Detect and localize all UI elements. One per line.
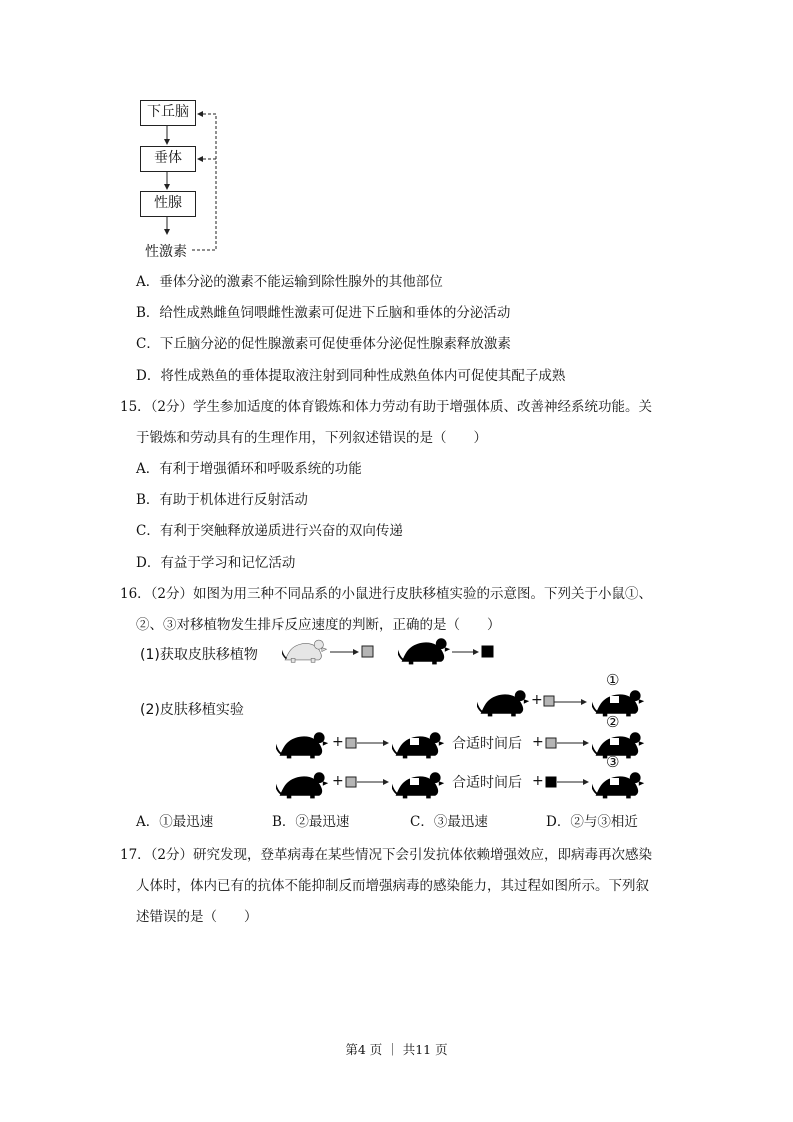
mouse-white-donor xyxy=(280,640,326,662)
q15-stem-line2: 于锻炼和劳动具有的生理作用，下列叙述错误的是（ ） xyxy=(136,430,487,446)
box-gonad: 性腺 xyxy=(140,191,196,217)
q15-option-b: B．有助于机体进行反射活动 xyxy=(136,492,308,508)
later-label-2: 合适时间后 xyxy=(452,736,522,752)
q16-stem-line2: ②、③对移植物发生排斥反应速度的判断，正确的是（ ） xyxy=(136,617,501,633)
q15-stem-line1: 15．（2分）学生参加适度的体育锻炼和体力劳动有助于增强体质、改善神经系统功能。关 xyxy=(120,399,653,415)
mouse-grafted-3 xyxy=(390,772,444,798)
q15-option-c: C．有利于突触释放递质进行兴奋的双向传递 xyxy=(136,523,403,539)
later-label-3: 合适时间后 xyxy=(452,775,522,791)
q14-option-a: A．垂体分泌的激素不能运输到除性腺外的其他部位 xyxy=(136,274,443,290)
q14-option-d: D．将性成熟鱼的垂体提取液注射到同种性成熟鱼体内可促使其配子成熟 xyxy=(136,368,566,384)
plus-r2b-2: + xyxy=(532,734,544,750)
plus-r2b-1: + xyxy=(332,734,344,750)
mouse-first-graft-2 xyxy=(274,732,328,758)
marker-1: ① xyxy=(606,671,620,689)
q15-option-a: A．有利于增强循环和呼吸系统的功能 xyxy=(136,461,362,477)
figure-label-experiment: (2)皮肤移植实验 xyxy=(140,702,244,718)
grey-graft-r2b-1 xyxy=(346,738,356,748)
box-pituitary: 垂体 xyxy=(140,146,196,172)
grey-graft-r2a xyxy=(544,696,554,706)
mouse-first-graft-3 xyxy=(274,772,328,798)
q16-option-c: C．③最迅速 xyxy=(410,814,488,830)
plus-r2c-1: + xyxy=(332,773,344,789)
black-graft-r1 xyxy=(482,646,493,657)
plus-r2c-2: + xyxy=(532,773,544,789)
grey-graft-r2b-2 xyxy=(546,738,556,748)
q15-option-d: D．有益于学习和记忆活动 xyxy=(136,555,296,571)
mouse-grafted-2 xyxy=(390,732,444,758)
q17-stem-line1: 17．（2分）研究发现，登革病毒在某些情况下会引发抗体依赖增强效应，即病毒再次感染 xyxy=(120,847,653,863)
q16-stem-line1: 16．（2分）如图为用三种不同品系的小鼠进行皮肤移植实验的示意图。下列关于小鼠①、 xyxy=(120,586,653,602)
q16-option-b: B．②最迅速 xyxy=(272,814,350,830)
q14-option-c: C．下丘脑分泌的促性腺激素可促使垂体分泌促性腺素释放激素 xyxy=(136,336,511,352)
q17-stem-line3: 述错误的是（ ） xyxy=(136,909,258,925)
page-footer: 第4 页 ｜ 共11 页 xyxy=(345,1042,448,1057)
q17-stem-line2: 人体时，体内已有的抗体不能抑制反而增强病毒的感染能力，其过程如图所示。下列叙 xyxy=(136,878,649,894)
marker-3: ③ xyxy=(606,753,620,771)
mouse-black-donor xyxy=(396,638,450,664)
black-graft-r2c-2 xyxy=(546,777,556,787)
grey-graft-r1 xyxy=(362,646,373,657)
plus-r2a: + xyxy=(531,692,543,708)
diagram1-arrows xyxy=(0,0,793,270)
q14-option-b: B．给性成熟雌鱼饲喂雌性激素可促进下丘脑和垂体的分泌活动 xyxy=(136,305,511,321)
q16-option-a: A．①最迅速 xyxy=(136,814,214,830)
box-hypothalamus: 下丘脑 xyxy=(140,100,196,126)
q16-option-d: D．②与③相近 xyxy=(546,814,638,830)
figure-graphics xyxy=(0,630,793,810)
mouse-result-3 xyxy=(590,772,644,798)
marker-2: ② xyxy=(606,713,620,731)
mouse-recipient-1 xyxy=(475,690,529,716)
figure-label-obtain: (1)获取皮肤移植物 xyxy=(140,647,258,663)
output-sex-hormone: 性激素 xyxy=(145,244,187,260)
grey-graft-r2c-1 xyxy=(346,777,356,787)
